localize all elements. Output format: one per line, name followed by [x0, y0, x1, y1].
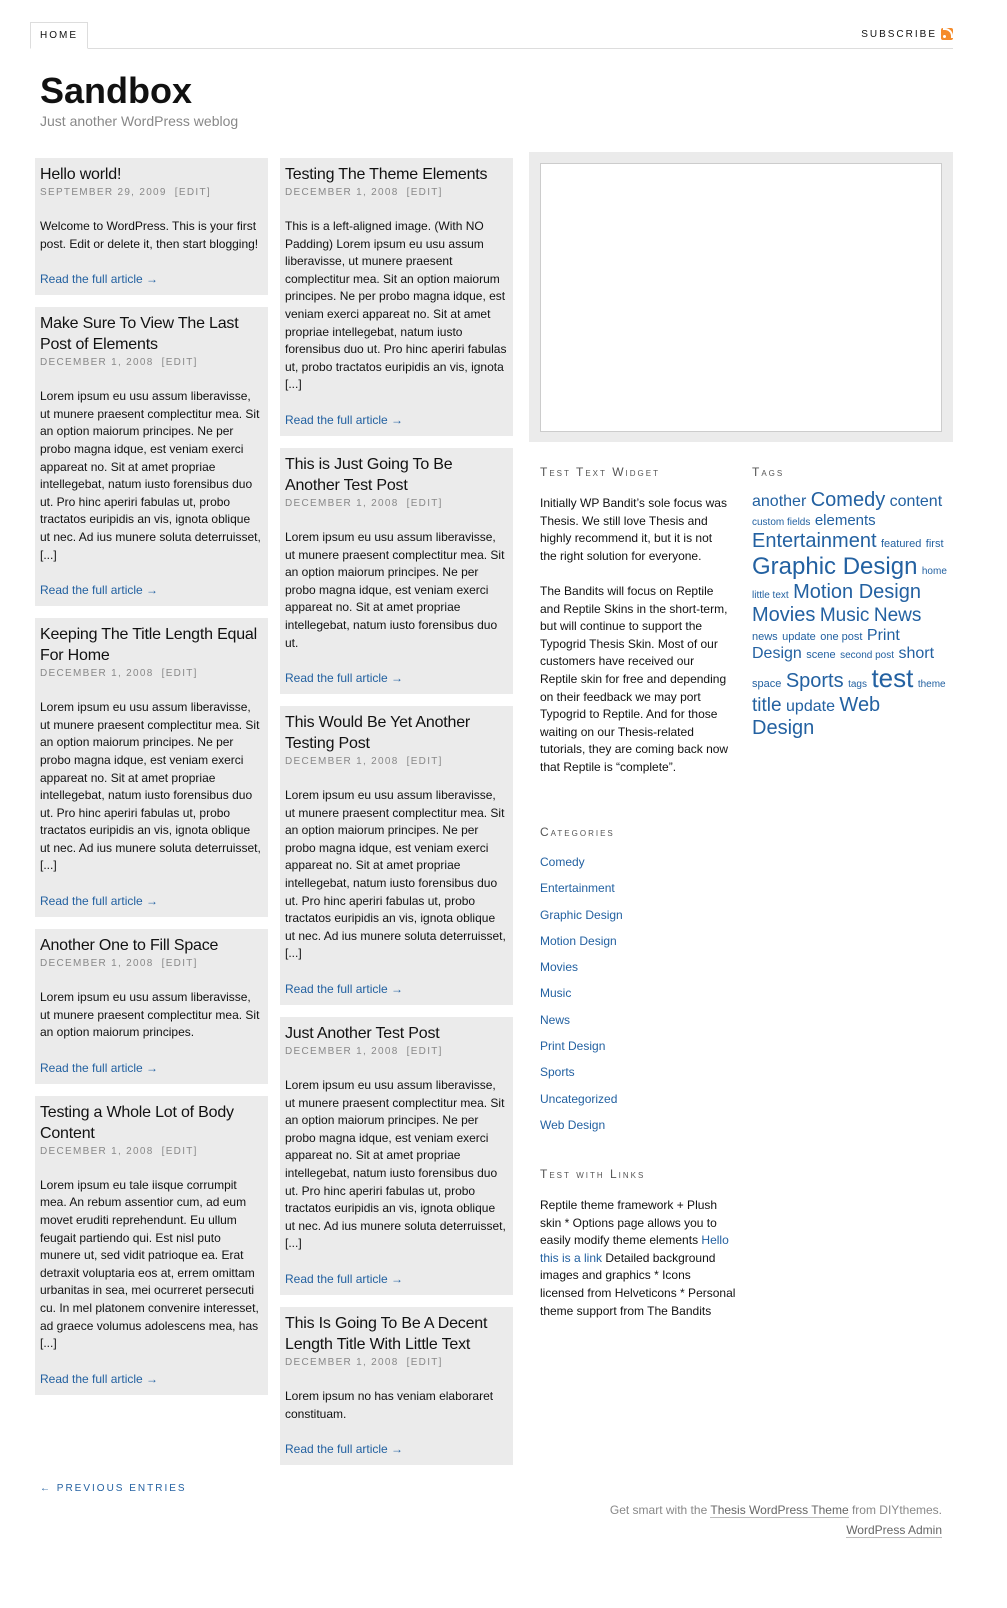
category-link[interactable]: Comedy [540, 855, 585, 869]
tags-widget [752, 465, 947, 740]
credit-text: Get smart with the [609, 1503, 711, 1517]
post-date: DECEMBER 1, 2008 [40, 958, 154, 970]
tag-link[interactable]: one post [820, 630, 863, 643]
post-meta [285, 497, 508, 511]
post-card [280, 1017, 513, 1295]
post-date: DECEMBER 1, 2008 [285, 1046, 399, 1058]
post-edit-link[interactable]: [EDIT] [406, 756, 443, 768]
post-excerpt: Lorem ipsum eu usu assum liberavisse, ut munere praesent complectitur mea. Sit an option maiorum principes. Ne per probo magna idque, est veniam exerci appareat no. Sit at amet propriae intellegebat, natum iusto forensibus duo ut. Pro hinc aperiri fabulas ut, probo tractatos euripidis an vis, ignota oblique ut nec. Ad ius munere soluta deterruisset, [...] [285, 1078, 506, 1251]
post-date: DECEMBER 1, 2008 [40, 357, 154, 369]
tag-link[interactable]: space [752, 677, 782, 690]
category-item [540, 980, 732, 1006]
tag-link[interactable]: News [873, 604, 922, 626]
tag-link[interactable]: news [752, 630, 778, 643]
post-edit-link[interactable]: [EDIT] [161, 357, 198, 369]
tag-link[interactable]: second post [840, 650, 895, 662]
widget-text [540, 1197, 736, 1320]
category-item [540, 849, 732, 875]
post-date: DECEMBER 1, 2008 [40, 668, 154, 680]
post-excerpt: Welcome to WordPress. This is your first post. Edit or delete it, then start blogging! [40, 219, 259, 251]
thesis-link[interactable]: Thesis WordPress Theme [710, 1503, 849, 1517]
post-date: DECEMBER 1, 2008 [285, 756, 399, 768]
category-link[interactable]: Sports [540, 1065, 575, 1080]
post-edit-link[interactable]: [EDIT] [161, 958, 198, 970]
category-link[interactable]: Movies [540, 960, 579, 975]
post-card [35, 307, 268, 606]
site-title[interactable]: Sandbox [40, 70, 193, 111]
widget-paragraph: The Bandits will focus on Reptile and Reptile Skins in the short-term, but will continue to support the Typogrid Thesis Skin. Most of our customers have received our Reptile skin for free and depending on their feedback we may port Typogrid to Reptile. And for those waiting on our Thesis-related tutorials, they are coming back now that Reptile is “complete”. [540, 583, 729, 774]
category-link[interactable]: Motion Design [540, 933, 617, 948]
tag-link[interactable]: Web Design [752, 693, 881, 739]
categories-widget [540, 825, 732, 1138]
post-edit-link[interactable]: [EDIT] [406, 187, 443, 198]
read-more-link[interactable]: Read the full article → [40, 894, 159, 909]
rss-icon [941, 28, 953, 40]
wordpress-admin-link[interactable]: WordPress Admin [846, 1523, 942, 1537]
post-edit-link[interactable]: [EDIT] [174, 187, 211, 198]
read-more-link[interactable]: Read the full article → [40, 583, 159, 598]
post-card [35, 929, 268, 1084]
post-date: SEPTEMBER 29, 2009 [40, 187, 167, 198]
post-excerpt: This is a left-aligned image. (With NO Padding) Lorem ipsum eu usu assum liberavisse, ut munere praesent complectitur mea. Sit an option maiorum principes. Ne per probo magna idque, est veniam exerci appareat no. Sit at amet propriae intellegebat, natum iusto forensibus duo ut. Pro hinc aperiri fabulas ut, probo tractatos euripidis an vis, ignota [...] [285, 219, 507, 392]
widget-link[interactable]: Hello this is a link [540, 1233, 729, 1265]
category-link[interactable]: Entertainment [540, 881, 615, 896]
subscribe-link[interactable] [861, 28, 953, 40]
read-more-link[interactable]: Read the full article → [285, 671, 404, 686]
post-edit-link[interactable]: [EDIT] [406, 497, 443, 509]
read-more-link[interactable]: Read the full article → [40, 1060, 159, 1075]
tag-link[interactable]: first [925, 538, 944, 551]
post-card [35, 158, 268, 295]
post-meta [40, 667, 263, 681]
tag-link[interactable]: theme [917, 678, 946, 690]
footer-credits [610, 1500, 942, 1540]
category-link[interactable]: Music [540, 986, 572, 1001]
post-meta [285, 1045, 508, 1059]
post-card [280, 448, 513, 694]
post-excerpt: Lorem ipsum eu usu assum liberavisse, ut munere praesent complectitur mea. Sit an option maiorum principes. Ne per probo magna idque, est veniam exerci appareat no. Sit at amet propriae intellegebat, natum iusto forensibus duo ut. Pro hinc aperiri fabulas ut, probo tractatos euripidis an vis, ignota oblique ut nec. Ad ius munere soluta deterruisset, [...] [40, 700, 261, 873]
links-text-2: Detailed background images and graphics * Icons licensed from Helveticons * Personal theme support from The Bandits [540, 1250, 736, 1318]
site-tagline: Just another WordPress weblog [40, 113, 239, 129]
widget-paragraph: Initially WP Bandit’s sole focus was Thesis. We still love Thesis and highly recommend it, but it is not the right solution for everyone. [540, 496, 727, 563]
read-more-link[interactable]: Read the full article → [285, 1442, 404, 1457]
post-title[interactable]: Make Sure To View The Last Post of Elements [40, 315, 239, 354]
tag-link[interactable]: content [889, 493, 943, 510]
tag-link[interactable]: title [752, 694, 782, 716]
category-link[interactable]: Print Design [540, 1039, 606, 1054]
media-placeholder[interactable] [540, 163, 942, 432]
post-edit-link[interactable]: [EDIT] [406, 1356, 443, 1368]
post-edit-link[interactable]: [EDIT] [406, 1046, 443, 1058]
posts-column-left [35, 158, 268, 1407]
widget-title: Categories [540, 825, 615, 839]
post-meta [40, 186, 263, 200]
post-title[interactable]: Hello world! [40, 166, 122, 183]
read-more-link[interactable]: Read the full article → [285, 982, 404, 997]
category-item [540, 1033, 732, 1059]
post-excerpt: Lorem ipsum eu usu assum liberavisse, ut munere praesent complectitur mea. Sit an option maiorum principes. Ne per probo magna idque, est veniam exerci appareat no. Sit at amet propriae intellegebat, natum iusto forensibus duo ut. Pro hinc aperiri fabulas ut, probo tractatos euripidis an vis, ignota oblique ut nec. Ad ius munere soluta deterruisset, [...] [40, 389, 261, 562]
read-more-link[interactable]: Read the full article → [40, 1371, 159, 1386]
tag-link[interactable]: Print Design [752, 626, 900, 663]
tag-link[interactable]: Sports [785, 669, 844, 692]
post-excerpt: Lorem ipsum eu usu assum liberavisse, ut munere praesent complectitur mea. Sit an option maiorum principes. Ne per probo magna idque, est veniam exerci appareat no. Sit at amet propriae intellegebat, natum iusto forensibus duo ut. [285, 529, 505, 650]
previous-entries-link[interactable]: ← PREVIOUS ENTRIES [40, 1483, 187, 1494]
category-item [540, 1086, 732, 1112]
nav-home-tab[interactable]: HOME [30, 22, 88, 49]
post-title[interactable]: This Is Going To Be A Decent Length Title With Little Text [285, 1314, 488, 1353]
credit-line [610, 1500, 942, 1520]
post-excerpt: Lorem ipsum eu usu assum liberavisse, ut munere praesent complectitur mea. Sit an option maiorum principes. [40, 990, 260, 1040]
tag-link[interactable]: Motion Design [793, 580, 921, 603]
links-widget [540, 1167, 736, 1320]
post-excerpt: Lorem ipsum eu tale iisque corrumpit mea. An rebum assentior cum, ad eum movet eruditi reprehendunt. Eu ullum feugait partiendo qui. Est nisl puto munere ut, sed vidit patrioque ea. Erat detraxit voluptaria eos at, errem omittam urbanitas in sea, mei ocurreret persecuti cu. In mel platonem convenire interesset, ad graece volumus adolescens mea, has [...] [40, 1177, 259, 1351]
post-edit-link[interactable]: [EDIT] [161, 1145, 198, 1157]
links-text-1: Reptile theme framework + Plush skin * Options page allows you to easily modify theme elements [540, 1198, 718, 1248]
widget-title: Test Text Widget [540, 465, 660, 479]
featured-media-box [529, 152, 953, 442]
tag-cloud [752, 489, 947, 740]
category-item [540, 1007, 732, 1033]
post-title[interactable]: Another One to Fill Space [40, 937, 219, 955]
post-title[interactable]: This is Just Going To Be Another Test Post [285, 455, 453, 494]
post-meta [285, 186, 508, 200]
category-link[interactable]: Uncategorized [540, 1091, 618, 1106]
category-item [540, 928, 732, 954]
post-card [35, 1096, 268, 1395]
read-more-link[interactable]: Read the full article → [285, 1271, 404, 1286]
category-item [540, 1059, 732, 1085]
widget-title: Test with Links [540, 1167, 646, 1181]
post-excerpt: Lorem ipsum no has veniam elaboraret constituam. [285, 1388, 494, 1421]
post-edit-link[interactable]: [EDIT] [161, 668, 198, 680]
category-list [540, 849, 732, 1138]
post-date: DECEMBER 1, 2008 [285, 497, 399, 509]
post-title[interactable]: This Would Be Yet Another Testing Post [285, 714, 471, 753]
tag-link[interactable]: test [871, 662, 914, 693]
tag-link[interactable]: update [786, 697, 835, 715]
tag-link[interactable]: featured [880, 538, 922, 551]
post-title[interactable]: Just Another Test Post [285, 1025, 440, 1043]
top-nav [30, 22, 953, 49]
tag-link[interactable]: another [752, 493, 807, 510]
post-excerpt: Lorem ipsum eu usu assum liberavisse, ut munere praesent complectitur mea. Sit an option maiorum principes. Ne per probo magna idque, est veniam exerci appareat no. Sit at amet propriae intellegebat, natum iusto forensibus duo ut. Pro hinc aperiri fabulas ut, probo tractatos euripidis an vis, ignota oblique ut nec. Ad ius munere soluta deterruisset, [...] [285, 788, 506, 961]
category-link[interactable]: Web Design [540, 1117, 606, 1132]
tag-link[interactable]: little text [752, 589, 789, 601]
read-more-link[interactable]: Read the full article → [40, 272, 159, 287]
widget-text [540, 495, 732, 777]
tag-link[interactable]: short [898, 645, 935, 663]
post-card [35, 618, 268, 917]
post-date: DECEMBER 1, 2008 [40, 1145, 154, 1157]
category-link[interactable]: Graphic Design [540, 907, 623, 922]
tag-link[interactable]: tags [848, 678, 867, 690]
credit-text: from DIYthemes. [848, 1503, 942, 1517]
tag-link[interactable]: Entertainment [752, 530, 877, 553]
post-meta [40, 356, 263, 370]
post-title[interactable]: Testing The Theme Elements [285, 166, 488, 183]
tag-link[interactable]: Comedy [810, 489, 886, 511]
category-item [540, 875, 732, 901]
post-card [280, 706, 513, 1005]
post-date: DECEMBER 1, 2008 [285, 187, 399, 198]
read-more-link[interactable]: Read the full article → [285, 412, 404, 427]
category-item [540, 902, 732, 928]
post-card [280, 158, 513, 436]
tag-link[interactable]: Graphic Design [752, 553, 918, 581]
category-item [540, 1112, 732, 1138]
post-title[interactable]: Testing a Whole Lot of Body Content [40, 1103, 234, 1142]
text-widget [540, 465, 732, 777]
tag-link[interactable]: custom fields [752, 517, 811, 528]
posts-column-right [280, 158, 513, 1477]
category-item [540, 954, 732, 980]
post-title[interactable]: Keeping The Title Length Equal For Home [40, 626, 257, 665]
tag-link[interactable]: home [921, 566, 947, 578]
post-meta [40, 957, 263, 971]
post-meta [285, 755, 508, 769]
post-date: DECEMBER 1, 2008 [285, 1356, 399, 1368]
post-meta [285, 1356, 508, 1370]
widget-title: Tags [752, 465, 785, 479]
tag-link[interactable]: Movies [752, 603, 816, 626]
subscribe-label: SUBSCRIBE [861, 28, 937, 40]
post-card [280, 1307, 513, 1465]
post-meta [40, 1145, 263, 1159]
category-link[interactable]: News [540, 1012, 571, 1027]
tag-link[interactable]: update [782, 630, 816, 643]
tag-link[interactable]: elements [814, 512, 876, 529]
tag-link[interactable]: Music [819, 604, 870, 626]
tag-link[interactable]: scene [806, 649, 836, 662]
